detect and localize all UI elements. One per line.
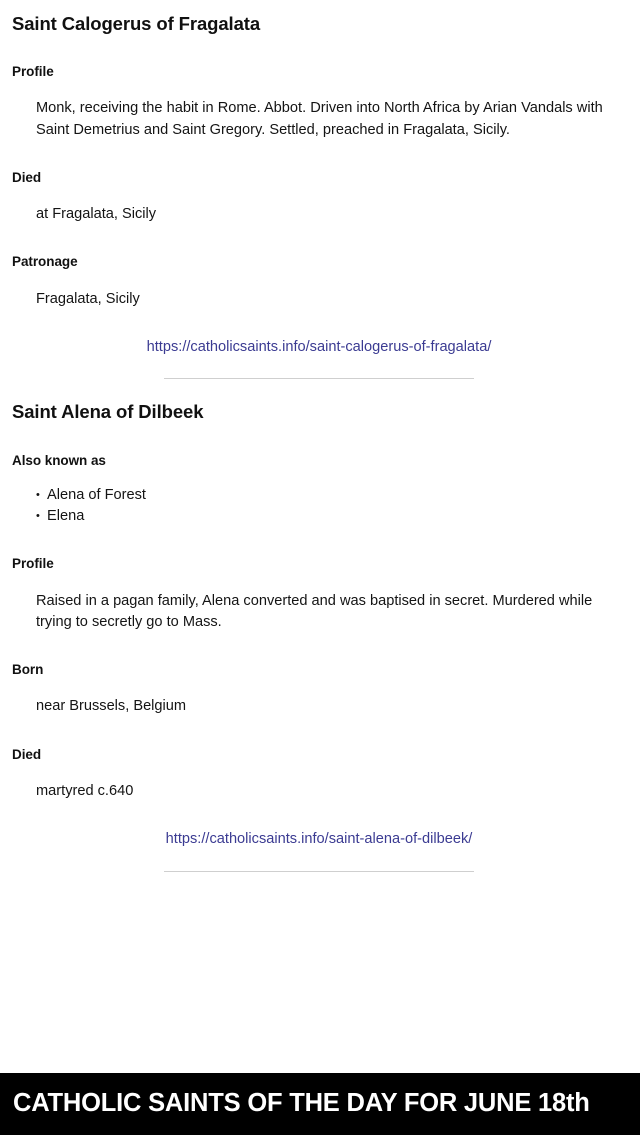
footer-banner: [0, 1073, 640, 1135]
section-text-profile: Monk, receiving the habit in Rome. Abbot. Driven into North Africa by Arian Vandals with Saint Demetrius and Saint Gregory. Settled, preached in Fragalata, Sicily.: [36, 100, 603, 138]
section-text-born: near Brussels, Belgium: [36, 698, 187, 715]
list-item: • Alena of Forest: [36, 485, 626, 506]
source-link[interactable]: https://catholicsaints.info/saint-calogerus-of-fragalata/: [146, 338, 492, 355]
alias-list: [12, 469, 626, 528]
source-link-row: [12, 802, 626, 849]
section-label-patronage: Patronage: [12, 254, 78, 270]
footer-banner-title: CATHOLIC SAINTS OF THE DAY FOR JUNE 18th: [13, 1089, 590, 1118]
section-text-died: at Fragalata, Sicily: [36, 206, 157, 223]
page-title: Saint Alena of Dilbeek: [12, 401, 204, 423]
entry-divider-row: [12, 850, 626, 872]
section-label-profile: Profile: [12, 64, 54, 80]
section-text-profile: Raised in a pagan family, Alena converted and was baptised in secret. Murdered while trying to secretly go to Mass.: [36, 592, 593, 630]
section-text-died: martyred c.640: [36, 782, 134, 799]
section-label-born: Born: [12, 662, 44, 678]
section-label-profile: Profile: [12, 556, 54, 572]
source-link[interactable]: https://catholicsaints.info/saint-alena-of-dilbeek/: [165, 831, 473, 848]
saint-entry: [12, 0, 626, 379]
section-label-died: Died: [12, 169, 42, 185]
section-text-patronage: Fragalata, Sicily: [36, 290, 140, 307]
entry-divider: [164, 871, 474, 872]
source-link-row: [12, 310, 626, 357]
entry-divider-row: [12, 357, 626, 379]
list-item: • Elena: [36, 506, 626, 527]
saint-entry: [12, 379, 626, 871]
entry-divider: [164, 378, 474, 379]
section-label-died: Died: [12, 746, 42, 762]
page-title: Saint Calogerus of Fragalata: [12, 13, 261, 34]
section-label-also-known-as: Also known as: [12, 452, 106, 468]
